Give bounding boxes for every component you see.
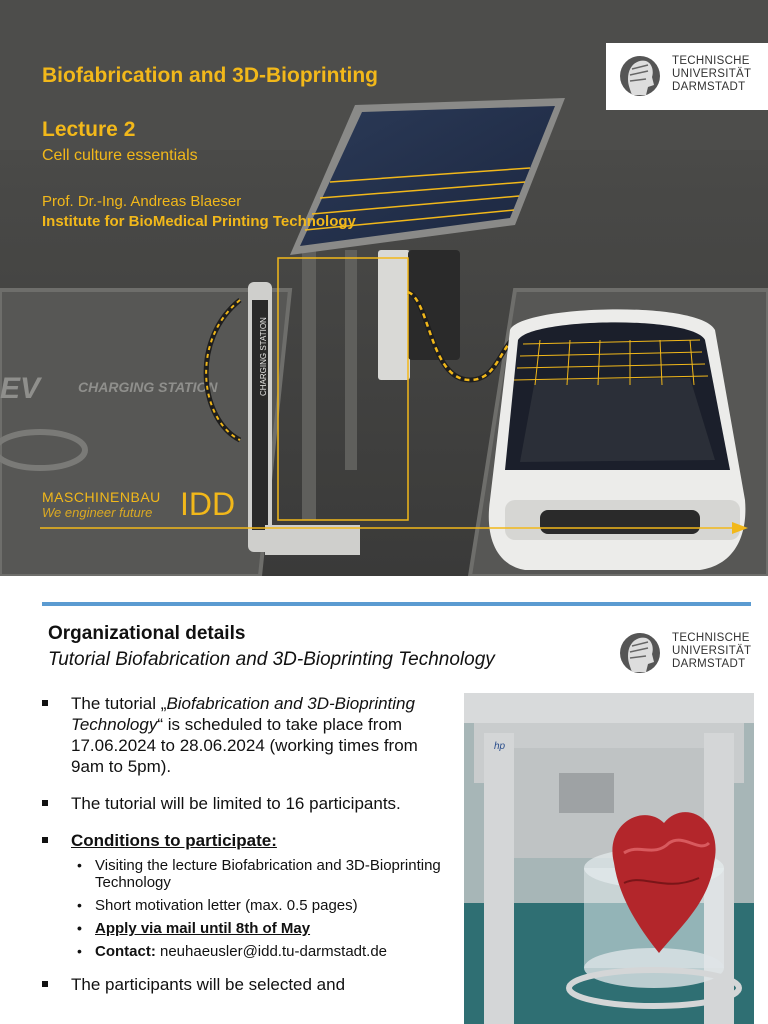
organizational-slide [0,576,768,1024]
header-rule [42,602,751,606]
department-label: MASCHINENBAU [42,489,161,505]
bullet-list [42,693,454,995]
bullet-marker [42,800,48,806]
bullet-marker [42,981,48,987]
lecture-subtitle: Cell culture essentials [42,147,198,164]
tu-darmstadt-logo [606,43,768,110]
bioprinted-heart-photo [464,693,754,1024]
condition-letter: • Short motivation letter (max. 0.5 pages) [77,897,358,914]
bullet-marker [42,837,48,843]
course-title: Biofabrication and 3D-Bioprinting [42,64,378,87]
institute-name: Institute for BioMedical Printing Technology [42,213,356,230]
condition-apply: • Apply via mail until 8th of May [77,920,311,937]
printer-brand-label: hp [494,741,506,752]
bullet-conditions: Conditions to participate: [42,830,454,851]
tu-darmstadt-wordmark: TECHNISCHE UNIVERSITÄT DARMSTADT [672,632,752,670]
lecture-number: Lecture 2 [42,118,136,141]
bullet-schedule: The tutorial „Biofabrication and 3D-Bioprinting Technology“ is scheduled to take place from 17.06.2024 to 28.06.2024 (working times from 9am to 5pm). [42,693,454,777]
tu-darmstadt-wordmark: TECHNISCHE UNIVERSITÄT DARMSTADT [672,55,752,93]
bullet-limit: The tutorial will be limited to 16 participants. [42,793,454,814]
athena-head-icon [618,51,662,101]
bullet-marker [42,700,48,706]
slide-subheading: Tutorial Biofabrication and 3D-Bioprinting Technology [48,649,495,670]
slide-heading: Organizational details [48,623,246,644]
professor-name: Prof. Dr.-Ing. Andreas Blaeser [42,193,242,210]
department-slogan: We engineer future [42,505,153,520]
athena-head-icon [618,628,662,678]
condition-contact: • Contact: neuhaeusler@idd.tu-darmstadt.de [77,943,388,960]
bullet-selection: The participants will be selected and [42,974,454,995]
contact-email[interactable]: neuhaeusler@idd.tu-darmstadt.de [160,943,388,960]
idd-logo: IDD [180,486,236,522]
ground-ev-badge: EV [0,372,41,405]
ground-charging-label: CHARGING STATION [78,379,218,395]
condition-lecture: • Visiting the lecture Biofabrication and 3D-Bioprinting Technology [77,857,441,891]
station-label: CHARGING STATION [259,317,268,396]
tu-darmstadt-logo [606,620,768,680]
